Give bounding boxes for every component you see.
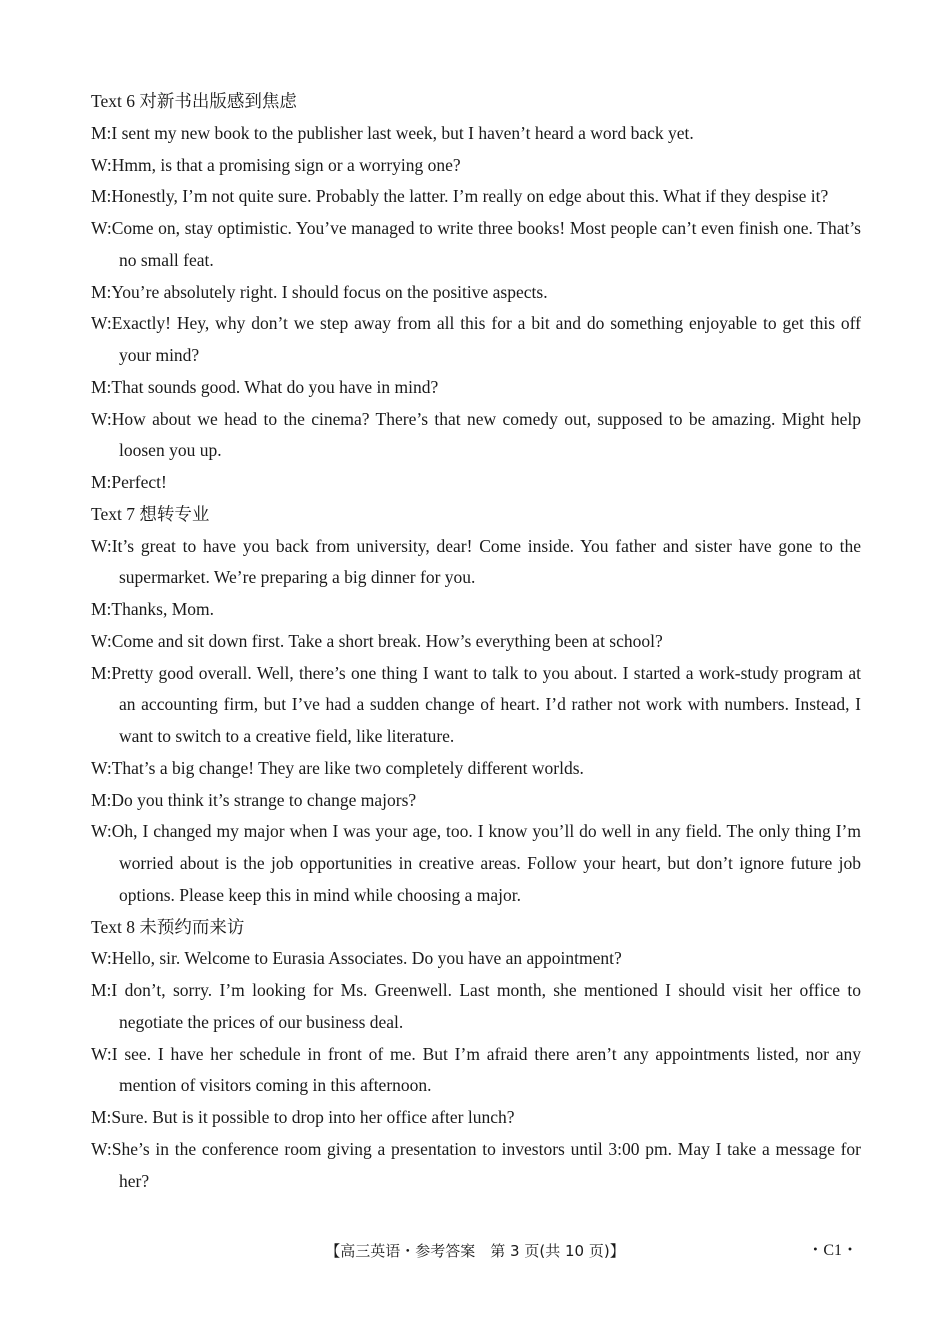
- dialogue-line: W:I see. I have her schedule in front of me. But I’m afraid there aren’t any appointments listed, nor any mention of visitors coming in this afternoon.: [91, 1043, 861, 1096]
- dialogue-line: M:Do you think it’s strange to change majors?: [91, 789, 417, 810]
- dialogue-line: W:Hmm, is that a promising sign or a worrying one?: [91, 154, 461, 175]
- section-title: Text 6 对新书出版感到焦虑: [91, 91, 297, 111]
- dialogue-line: W:Oh, I changed my major when I was your age, too. I know you’ll do well in any field. The only thing I’m worried about is the job opportunities in creative areas. Follow your heart, but don’t ignore future job options. Please keep this in mind while choosing a major.: [91, 821, 861, 905]
- dialogue-line: M:Sure. But is it possible to drop into her office after lunch?: [91, 1107, 515, 1127]
- footer-code: ・C1・: [807, 1242, 858, 1259]
- page-footer: [0, 1238, 950, 1264]
- dialogue-line: W:How about we head to the cinema? There’s that new comedy out, supposed to be amazing. Might help loosen you up.: [91, 408, 861, 461]
- dialogue-line: M:Perfect!: [91, 472, 167, 492]
- footer-page-info: 【高三英语・参考答案 第 3 页(共 10 页)】: [325, 1242, 625, 1260]
- dialogue-line: M:Honestly, I’m not quite sure. Probably the latter. I’m really on edge about this. What if they despise it?: [91, 186, 829, 207]
- dialogue-line: W:Come on, stay optimistic. You’ve managed to write three books! Most people can’t even finish one. That’s no small feat.: [91, 218, 861, 270]
- dialogue-line: W:It’s great to have you back from university, dear! Come inside. You father and sister have gone to the supermarket. We’re preparing a big dinner for you.: [91, 535, 861, 588]
- dialogue-line: M:That sounds good. What do you have in mind?: [91, 376, 439, 397]
- section-title: Text 8 未预约而来访: [91, 916, 245, 937]
- dialogue-line: M:I don’t, sorry. I’m looking for Ms. Greenwell. Last month, she mentioned I should visit her office to negotiate the prices of our business deal.: [91, 980, 861, 1032]
- dialogue-line: W:Hello, sir. Welcome to Eurasia Associates. Do you have an appointment?: [91, 948, 622, 969]
- dialogue-line: M:You’re absolutely right. I should focus on the positive aspects.: [91, 281, 548, 302]
- dialogue-line: W:Exactly! Hey, why don’t we step away from all this for a bit and do something enjoyable to get this off your mind?: [91, 313, 861, 365]
- dialogue-line: W:That’s a big change! They are like two completely different worlds.: [91, 757, 584, 778]
- dialogue-line: W:She’s in the conference room giving a presentation to investors until 3:00 pm. May I take a message for her?: [91, 1138, 861, 1191]
- document-body: [91, 86, 861, 1197]
- dialogue-line: M:Pretty good overall. Well, there’s one thing I want to talk to you about. I started a work-study program at an accounting firm, but I’ve had a sudden change of heart. I’d rather not work with numbers. Instead, I want to switch to a creative field, like literature.: [91, 662, 861, 746]
- dialogue-line: M:Thanks, Mom.: [91, 599, 214, 619]
- dialogue-line: M:I sent my new book to the publisher last week, but I haven’t heard a word back yet.: [91, 122, 694, 143]
- dialogue-line: W:Come and sit down first. Take a short break. How’s everything been at school?: [91, 630, 663, 651]
- section-title: Text 7 想转专业: [91, 503, 210, 524]
